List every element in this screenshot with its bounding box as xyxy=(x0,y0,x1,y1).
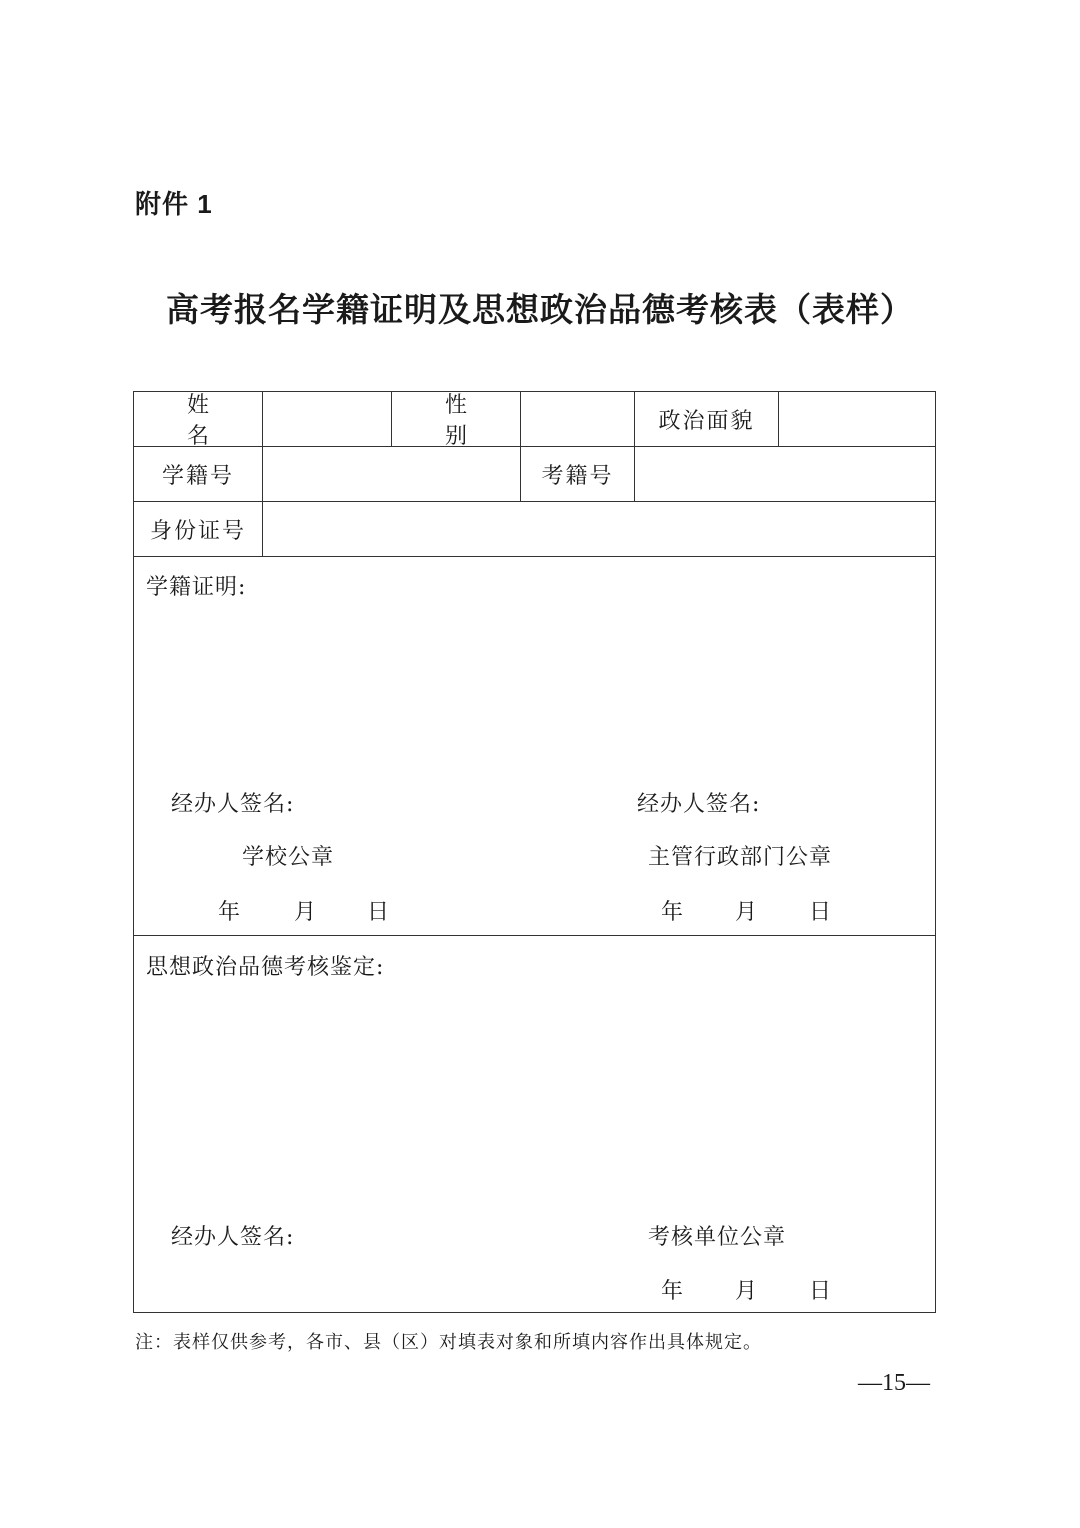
student-id-label: 学籍号 xyxy=(161,463,234,489)
document-title: 高考报名学籍证明及思想政治品德考核表（表样） xyxy=(166,290,914,329)
page-number: —15— xyxy=(858,1370,930,1396)
registration-form xyxy=(133,391,936,1313)
id-card-field[interactable] xyxy=(263,502,935,556)
student-id-field[interactable] xyxy=(263,447,520,501)
moral-month: 月 xyxy=(735,1279,758,1304)
political-status-field[interactable] xyxy=(779,392,935,446)
name-label: 姓 名 xyxy=(186,393,235,449)
political-status-label: 政治面貌 xyxy=(658,408,755,434)
enrollment-right-day: 日 xyxy=(809,900,832,925)
row-divider xyxy=(134,935,935,936)
exam-id-field[interactable] xyxy=(635,447,935,501)
enrollment-left-signer: 经办人签名: xyxy=(171,792,295,817)
moral-left-signer: 经办人签名: xyxy=(171,1225,295,1250)
enrollment-left-day: 日 xyxy=(367,900,390,925)
row-divider xyxy=(134,556,935,557)
moral-day: 日 xyxy=(809,1279,832,1304)
moral-year: 年 xyxy=(661,1279,684,1304)
attachment-label: 附件 1 xyxy=(135,189,213,219)
school-seal-label: 学校公章 xyxy=(242,845,335,870)
enrollment-proof-heading: 学籍证明: xyxy=(146,575,247,600)
moral-evaluation-heading: 思想政治品德考核鉴定: xyxy=(146,955,385,980)
admin-dept-seal-label: 主管行政部门公章 xyxy=(648,845,833,870)
gender-label: 性 别 xyxy=(444,393,493,449)
enrollment-left-month: 月 xyxy=(294,900,317,925)
enrollment-right-month: 月 xyxy=(735,900,758,925)
id-card-label: 身份证号 xyxy=(149,518,246,544)
footnote: 注：表样仅供参考，各市、县（区）对填表对象和所填内容作出具体规定。 xyxy=(135,1332,762,1353)
gender-field[interactable] xyxy=(521,392,634,446)
enrollment-right-signer: 经办人签名: xyxy=(637,792,761,817)
enrollment-right-year: 年 xyxy=(661,900,684,925)
enrollment-left-year: 年 xyxy=(218,900,241,925)
name-field[interactable] xyxy=(263,392,391,446)
evaluation-unit-seal-label: 考核单位公章 xyxy=(648,1225,787,1250)
exam-id-label: 考籍号 xyxy=(541,463,614,489)
